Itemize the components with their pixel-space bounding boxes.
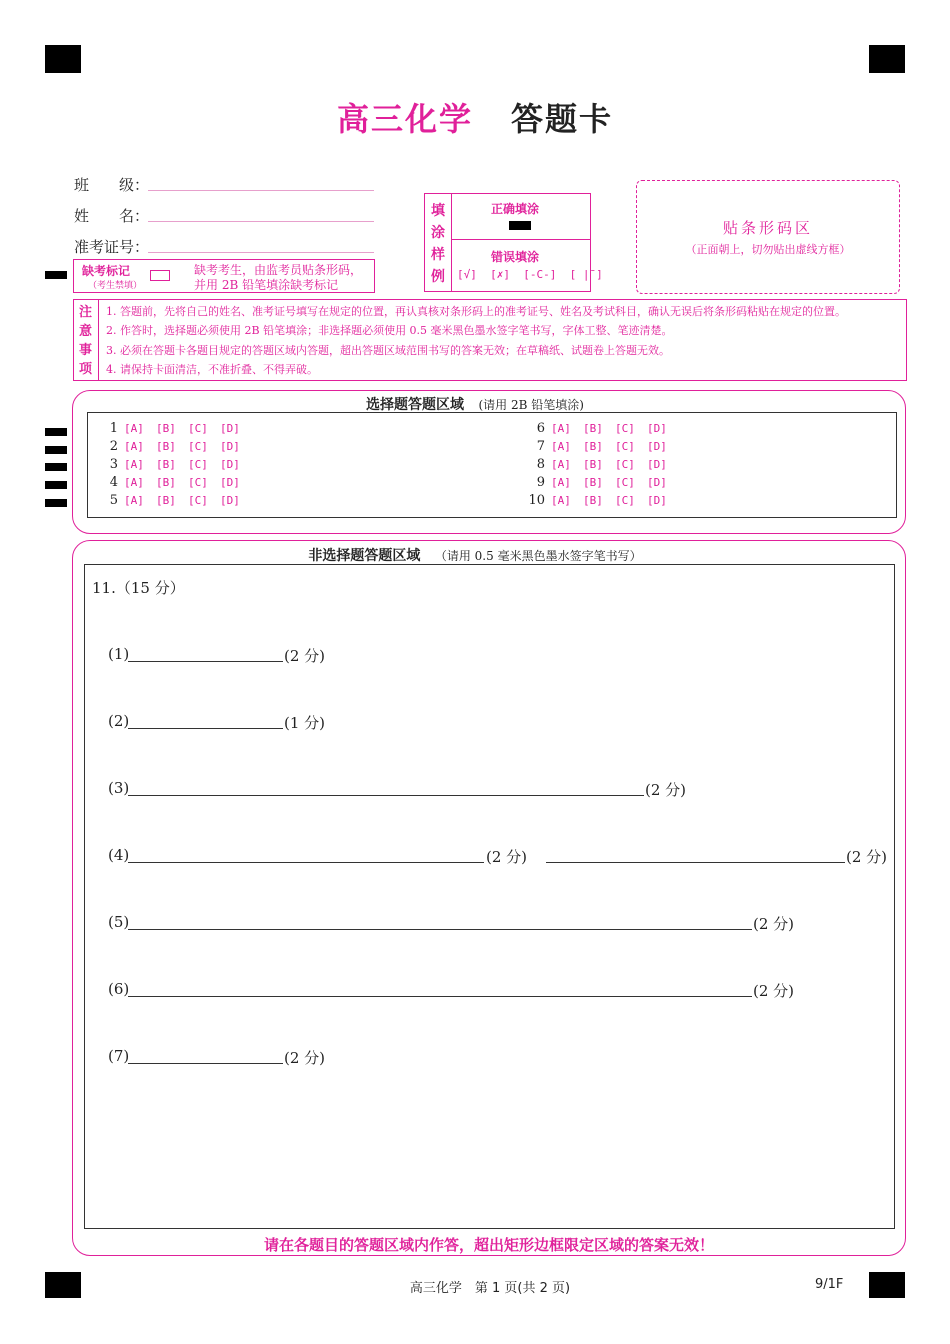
exam-number-label: 准考证号：: [74, 238, 150, 256]
option-b[interactable]: [B]: [156, 494, 176, 507]
notice-side-char: 项: [79, 362, 93, 377]
part-label: (6): [108, 980, 130, 998]
nonchoice-title: 非选择题答题区域: [308, 548, 421, 564]
wrong-mark-dash: [-C-]: [523, 268, 557, 281]
wrong-mark-partial: [ |̄ ]: [569, 268, 603, 281]
part-label: (7): [108, 1047, 130, 1065]
option-d[interactable]: [D]: [220, 458, 240, 471]
option-c[interactable]: [C]: [188, 440, 208, 453]
choice-question-row: [523, 493, 679, 508]
option-a[interactable]: [A]: [124, 494, 144, 507]
fill-sample-box: [424, 193, 603, 292]
choice-note: (请用 2B 铅笔填涂): [478, 398, 584, 412]
choice-question-row: [96, 421, 252, 436]
option-a[interactable]: [A]: [551, 476, 571, 489]
absent-mark-label: 缺考标记: [82, 264, 131, 278]
wrong-fill-label: 错误填涂: [491, 250, 540, 264]
timing-mark: [45, 446, 67, 454]
timing-mark: [45, 481, 67, 489]
answer-line-2[interactable]: [128, 728, 283, 729]
part-label: (3): [108, 779, 130, 797]
option-a[interactable]: [A]: [124, 422, 144, 435]
class-field[interactable]: [148, 190, 374, 191]
option-d[interactable]: [D]: [220, 440, 240, 453]
subject-title: 高三化学: [336, 100, 473, 138]
part-score: (2 分): [284, 1049, 326, 1067]
choice-question-row: [523, 439, 679, 454]
part-label: (5): [108, 913, 130, 931]
question-11-header: 11.（15 分）: [92, 579, 185, 597]
barcode-area: [636, 180, 900, 294]
option-c[interactable]: [C]: [188, 422, 208, 435]
option-d[interactable]: [D]: [647, 494, 667, 507]
question-number: 3: [109, 457, 118, 472]
part-score: (2 分): [846, 848, 888, 866]
question-number: 10: [528, 493, 545, 508]
question-number: 9: [536, 475, 545, 490]
answer-line-1[interactable]: [128, 661, 283, 662]
choice-title: 选择题答题区域: [366, 397, 465, 413]
option-d[interactable]: [D]: [647, 440, 667, 453]
question-number: 1: [109, 421, 118, 436]
option-c[interactable]: [C]: [615, 440, 635, 453]
option-a[interactable]: [A]: [124, 458, 144, 471]
timing-mark: [45, 428, 67, 436]
option-b[interactable]: [B]: [156, 422, 176, 435]
notice-item: 4. 请保持卡面清洁，不准折叠、不得弄破。: [106, 363, 318, 376]
option-c[interactable]: [C]: [188, 476, 208, 489]
option-d[interactable]: [D]: [647, 458, 667, 471]
absent-text-1: 缺考考生，由监考员贴条形码，: [194, 263, 363, 277]
notice-item: 2. 作答时，选择题必须使用 2B 铅笔填涂；非选择题必须使用 0.5 毫米黑色墨水签字笔书写，字体工整、笔迹清楚。: [106, 324, 673, 337]
question-number: 4: [109, 475, 118, 490]
choice-question-row: [96, 475, 252, 490]
option-d[interactable]: [D]: [220, 494, 240, 507]
option-a[interactable]: [A]: [124, 476, 144, 489]
boundary-warning: 请在各题目的答题区域内作答，超出矩形边框限定区域的答案无效！: [263, 1236, 714, 1254]
notice-side-char: 意: [79, 324, 93, 339]
corner-mark-top-right: [869, 45, 905, 73]
part-score: (2 分): [753, 915, 795, 933]
wrong-mark-cross: [✗]: [490, 268, 510, 281]
option-c[interactable]: [C]: [615, 422, 635, 435]
question-number: 2: [109, 439, 118, 454]
notice-side-char: 注: [79, 305, 93, 320]
exam-number-field[interactable]: [148, 252, 374, 253]
question-number: 5: [109, 493, 118, 508]
option-b[interactable]: [B]: [583, 494, 603, 507]
timing-mark: [45, 499, 67, 507]
correct-fill-label: 正确填涂: [491, 202, 540, 216]
option-a[interactable]: [A]: [124, 440, 144, 453]
page-title: [0, 94, 950, 140]
absent-bubble[interactable]: [150, 270, 170, 281]
option-c[interactable]: [C]: [615, 476, 635, 489]
sample-side-char: 例: [431, 269, 445, 285]
form-code: 9/1F: [815, 1277, 844, 1292]
choice-question-row: [523, 457, 679, 472]
option-b[interactable]: [B]: [583, 422, 603, 435]
option-a[interactable]: [A]: [551, 440, 571, 453]
wrong-mark-check: [√]: [457, 268, 477, 281]
option-b[interactable]: [B]: [583, 458, 603, 471]
part-score: (2 分): [284, 647, 326, 665]
question-number: 6: [536, 421, 545, 436]
option-b[interactable]: [B]: [156, 476, 176, 489]
absent-text-2: 并用 2B 铅笔填涂缺考标记: [194, 278, 339, 292]
name-label: 姓 名：: [74, 207, 150, 225]
timing-mark: [45, 271, 67, 279]
barcode-note: （正面朝上，切勿贴出虚线方框）: [685, 243, 851, 256]
option-c[interactable]: [C]: [615, 458, 635, 471]
part-score: (2 分): [645, 781, 687, 799]
choice-question-row: [96, 493, 252, 508]
option-a[interactable]: [A]: [551, 458, 571, 471]
answer-line-6[interactable]: [128, 996, 752, 997]
page-footer: 高三化学 第 1 页(共 2 页): [409, 1281, 571, 1296]
question-number: 7: [536, 439, 545, 454]
barcode-title: 贴条形码区: [722, 219, 813, 237]
class-label: 班 级：: [74, 176, 150, 194]
option-d[interactable]: [D]: [647, 476, 667, 489]
choice-question-row: [96, 439, 252, 454]
question-number: 8: [536, 457, 545, 472]
sample-side-char: 填: [431, 203, 445, 219]
absent-mark-box: [73, 259, 375, 293]
nonchoice-note: （请用 0.5 毫米黑色墨水签字笔书写）: [434, 549, 642, 563]
option-c[interactable]: [C]: [188, 494, 208, 507]
option-b[interactable]: [B]: [156, 458, 176, 471]
option-d[interactable]: [D]: [220, 422, 240, 435]
answer-line-3[interactable]: [128, 795, 644, 796]
absent-mark-note: （考生禁填）: [88, 281, 143, 291]
answer-line-5[interactable]: [128, 929, 752, 930]
option-a[interactable]: [A]: [551, 494, 571, 507]
part-label: (1): [108, 645, 130, 663]
answer-line-7[interactable]: [128, 1063, 283, 1064]
notice-item: 3. 必须在答题卡各题目规定的答题区域内答题，超出答题区域范围书写的答案无效；在草稿纸、试题卷上答题无效。: [106, 344, 670, 357]
choice-question-row: [96, 457, 252, 472]
nonchoice-answer-box: [84, 564, 895, 1229]
option-a[interactable]: [A]: [551, 422, 571, 435]
correct-fill-sample: [509, 221, 531, 230]
option-b[interactable]: [B]: [583, 440, 603, 453]
part-label: (2): [108, 712, 130, 730]
sample-side-char: 涂: [431, 225, 445, 241]
part-score: (2 分): [486, 848, 528, 866]
answer-line-4a[interactable]: [128, 862, 484, 863]
choice-question-row: [523, 475, 679, 490]
option-b[interactable]: [B]: [156, 440, 176, 453]
notice-side-char: 事: [79, 343, 93, 358]
sample-side-char: 样: [431, 247, 445, 263]
corner-mark-top-left: [45, 45, 81, 73]
choice-question-row: [523, 421, 679, 436]
option-d[interactable]: [D]: [220, 476, 240, 489]
answer-line-4b[interactable]: [546, 862, 845, 863]
part-score: (2 分): [753, 982, 795, 1000]
notice-item: 1. 答题前，先将自己的姓名、准考证号填写在规定的位置，再认真核对条形码上的准考证号、姓名及考试科目，确认无误后将条形码粘贴在规定的位置。: [106, 305, 846, 318]
part-label: (4): [108, 846, 130, 864]
option-c[interactable]: [C]: [188, 458, 208, 471]
option-d[interactable]: [D]: [647, 422, 667, 435]
timing-mark: [45, 463, 67, 471]
option-c[interactable]: [C]: [615, 494, 635, 507]
part-score: (1 分): [284, 714, 326, 732]
option-b[interactable]: [B]: [583, 476, 603, 489]
card-title: 答题卡: [511, 100, 614, 138]
name-field[interactable]: [148, 221, 374, 222]
